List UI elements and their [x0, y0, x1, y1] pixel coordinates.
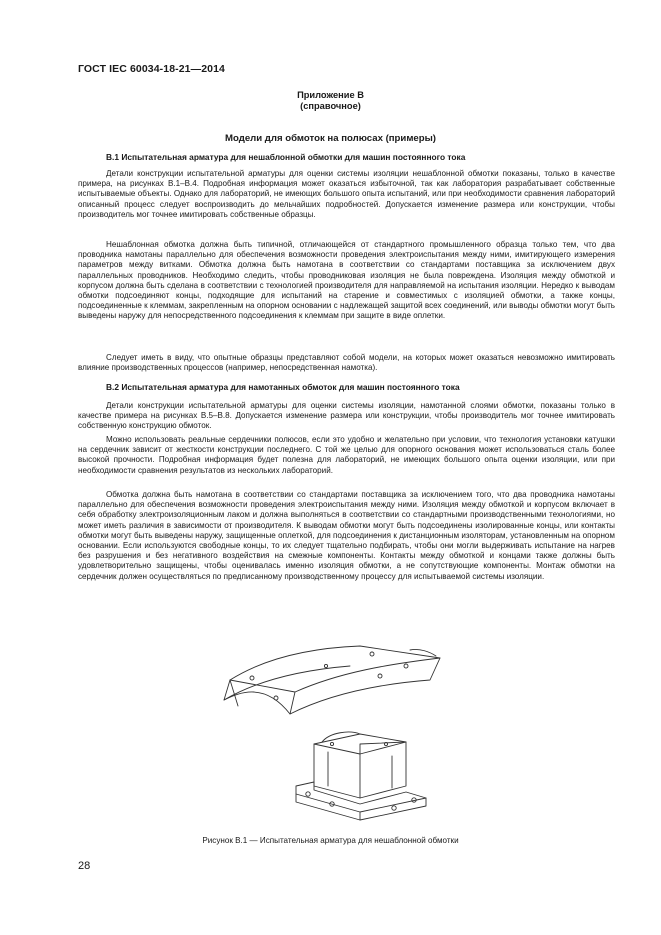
figure-b1 [210, 636, 455, 831]
section-title: Модели для обмоток на полюсах (примеры) [225, 133, 436, 144]
curved-plate-drawing [224, 646, 440, 714]
appendix-heading [0, 90, 661, 112]
figure-caption: Рисунок В.1 — Испытательная арматура для нешаблонной обмотки [202, 836, 459, 845]
paragraph: Следует иметь в виду, что опытные образцы представляют собой модели, на которых может оказаться невозможно имитировать влияние производственных процессов (например, непосредственная намотка). [78, 353, 615, 373]
subsection-heading-b2: В.2 Испытательная арматура для намотанных обмоток для машин постоянного тока [106, 382, 460, 392]
appendix-note: (справочное) [300, 101, 361, 111]
fixture-drawing [210, 636, 455, 826]
paragraph: Нешаблонная обмотка должна быть типичной, отличающейся от стандартного промышленного образца только тем, что два проводника намотаны параллельно для обеспечения возможности проведения электроиспытания между ними, имитирующего измерения параметров между витками. Обмотка должна быть намотана в соответствии со стандартами поставщика за исключением двух параллельных проводников. Необходимо следить, чтобы проводниковая изоляция не была повреждена. Изоляция между обмоткой и корпусом должна быть сделана в соответствии с технологией производителя для направляемой на испытания изоляции. Нередко к выводам обмотки подсоединяют концы, подходящие для испытаний на старение и совместимых с изоляцией обмотки, а также концы, подсоединенные к клеммам, закрепленным на опорном основании с надлежащей защитой всех соединений, или выводы обмотки могут быть выведены наружу для непосредственного подсоединения к клеммам при защите в виде оплетки. [78, 240, 615, 321]
paragraph: Детали конструкции испытательной арматуры для оценки системы изоляции, намотанной слоями обмотки, показаны только в качестве примера на рисунках В.5–В.8. Допускается изменение размера или конструкции, чтобы производитель мог точнее имитировать собственную конструкцию обмоток. [78, 401, 615, 431]
pole-core-drawing [296, 732, 426, 820]
document-header: ГОСТ IEC 60034-18-21—2014 [78, 63, 225, 75]
subsection-heading-b1: В.1 Испытательная арматура для нешаблонной обмотки для машин постоянного тока [106, 152, 466, 162]
paragraph: Можно использовать реальные сердечники полюсов, если это удобно и желательно при условии, что технология установки катушки на сердечник зависит от жесткости конструкции последнего. С той же целью для опорного основания может использоваться сталь более высокой прочности. Подробная информация будет полезна для лабораторий, не имеющих большого опыта оценки изоляции, или при необходимости сравнения результатов из нескольких лабораторий. [78, 435, 615, 475]
appendix-title: Приложение В [297, 90, 364, 100]
page-number: 28 [78, 860, 91, 872]
paragraph: Детали конструкции испытательной арматуры для оценки системы изоляции нешаблонной обмотки показаны, только в качестве примера, на рисунках В.1–В.4. Подробная информация может оказаться избыточной, так как лаборатория разрабатывает собственные испытываемые объекты. Однако для лабораторий, не имеющих большого опыта испытаний, или при необходимости сравнения лабораторий описанный процесс следует воспроизводить до мельчайших подробностей. Допускается изменение размера или конструкции, чтобы производитель мог точнее имитировать собственные образцы. [78, 169, 615, 219]
paragraph: Обмотка должна быть намотана в соответствии со стандартами поставщика за исключением того, что два проводника намотаны параллельно для обеспечения возможности проведения электроиспытания между ними. Изоляция между обмоткой и корпусом включает в себя обработку электроизоляционным лаком и должна выполняться в соответствии со стандартными производственными технологиями, но может иметь различия в зависимости от производителя. К выводам обмотки могут быть подсоединены изолированные концы, или контакты обмотки могут быть выведены наружу, защищенные оплеткой, для подсоединения к дистанционным изоляторам, установленным на опорном основании. Если используются свободные концы, то их следует тщательно подбирать, чтобы они могли выдерживать испытание на нагрев без разрушения и без негативного воздействия на смежные компоненты. Контакты между обмоткой и концами также должны быть удовлетворительно защищены, чтобы оценивалась именно изоляция обмотки, а не сопутствующие компоненты. Монтаж обмотки на сердечник должен осуществляться по предписанному производственному процессу для испытываемой системы изоляции. [78, 490, 615, 581]
